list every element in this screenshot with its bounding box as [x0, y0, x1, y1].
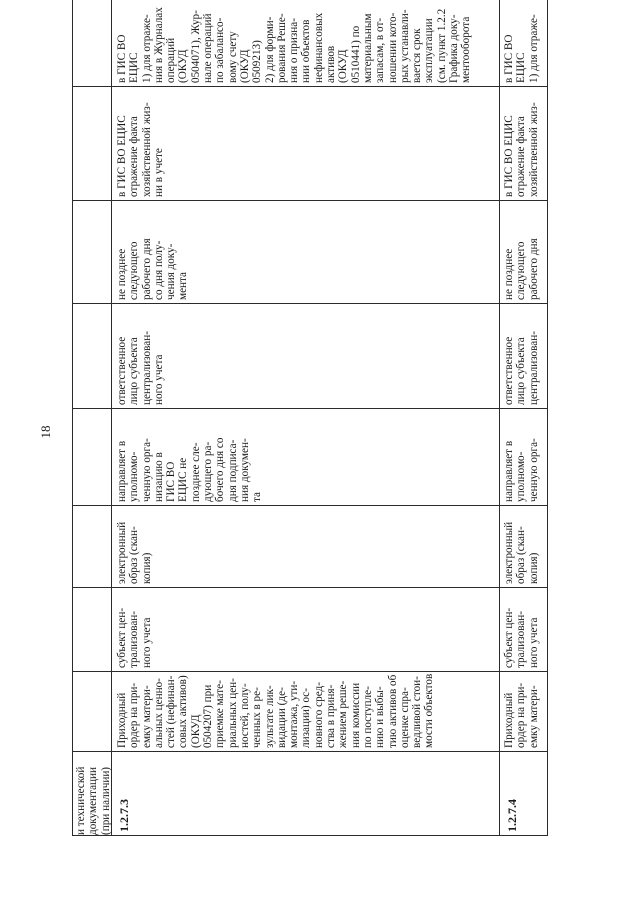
table-border-left: [72, 835, 547, 836]
row-number: 1.2.7.3: [117, 799, 131, 832]
row-divider: [499, 0, 500, 836]
document-name-cell: Приходный ордер на при- емку матери-: [503, 682, 540, 748]
page-number: 18: [38, 425, 53, 439]
column-divider: [72, 751, 547, 752]
action-cell: направляет в уполномо- ченную орга- низацию в ГИС ВО ЕЦИС не позднее сле- дующего ра- бочего дня со дня подписа- ния докумен- та: [116, 437, 264, 502]
term-cell: не позднее следующего рабочего дня со дня полу- чения доку- мента: [116, 238, 190, 300]
document-flow-table: [72, 0, 547, 836]
format-cell: электронный образ (скан- копия): [503, 521, 540, 584]
result-cell: в ГИС ВО ЕЦИС 1) для отраже-: [503, 14, 540, 83]
document-name-cell: Приходный ордер на при- емку матери- альных ценно- стей (нефинан- совых активов) (ОКУД 0504207) при приемке мате- риальных цен- ностей, полу- ченных в ре- зультате лик- видации (де- монтажа, ути- лизации) ос- новного сред- ства в приня- жением реше- ния комиссии по поступле- нию и выбы- тию активов об оценке спра- ведливой стои- мости объектов: [116, 673, 436, 748]
result-cell: в ГИС ВО ЕЦИС 1) для отраже- ния в Журналах операций (ОКУД 0504071), Жур- нале операций по забалансо- вому счету (ОКУД 0509213) 2) для форми- рования Реше- ния о призна- нии объектов нефинансовых активов (ОКУД 0510441) по материальным запасам, в от- ношении кото- рых устанавли- вается срок эксплуатации (см. пункт 1.2.2 Графика доку- ментооборота: [116, 7, 473, 83]
table-border-bottom: [547, 0, 548, 836]
term-cell: не позднее следующего рабочего дня: [503, 238, 540, 300]
row-number: 1.2.7.4: [505, 799, 519, 832]
column-divider: [72, 303, 547, 304]
column-divider: [72, 200, 547, 201]
action-cell: направляет в уполномо- ченную орга-: [503, 438, 540, 502]
place-cell: в ГИС ВО ЕЦИС отражение факта хозяйственной жиз- ни в учете: [116, 102, 165, 197]
creator-cell: субъект цен- трализован- ного учета: [116, 607, 153, 668]
row-divider: [111, 0, 112, 836]
column-divider: [72, 408, 547, 409]
table-border-top: [72, 0, 73, 836]
receiver-cell: ответственное лицо субъекта централизован- ного учета: [116, 331, 165, 405]
format-cell: электронный образ (скан- копия): [116, 521, 153, 584]
place-cell: в ГИС ВО ЕЦИС отражение факта хозяйственной жиз-: [503, 102, 540, 197]
continued-header-cell: и технической документации (при наличии): [75, 766, 112, 835]
receiver-cell: ответственное лицо субъекта централизован-: [503, 331, 540, 405]
creator-cell: субъект цен- трализован- ного учета: [503, 607, 540, 668]
